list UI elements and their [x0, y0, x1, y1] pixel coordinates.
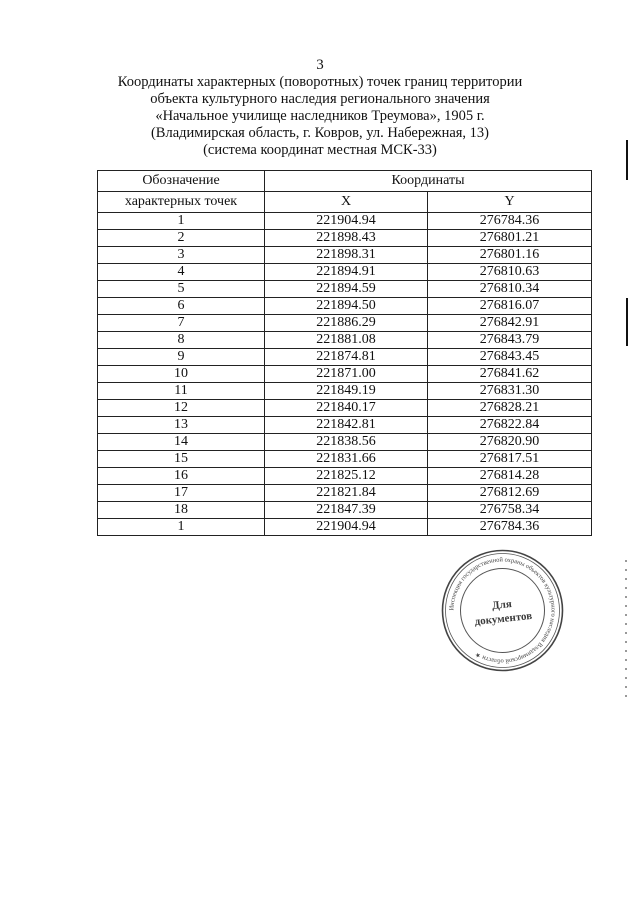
y-cell: 276843.45 — [428, 349, 592, 366]
coordinates-table-body — [98, 213, 592, 536]
y-cell: 276801.21 — [428, 230, 592, 247]
x-cell: 221825.12 — [265, 468, 428, 485]
y-cell: 276822.84 — [428, 417, 592, 434]
point-cell: 13 — [98, 417, 265, 434]
x-cell: 221871.00 — [265, 366, 428, 383]
coordinates-header: Координаты — [265, 171, 592, 192]
point-cell: 7 — [98, 315, 265, 332]
point-cell: 10 — [98, 366, 265, 383]
y-header: Y — [428, 192, 592, 213]
x-cell: 221904.94 — [265, 519, 428, 536]
y-cell: 276842.91 — [428, 315, 592, 332]
point-cell: 1 — [98, 213, 265, 230]
scan-edge-dots — [625, 560, 627, 700]
table-row — [98, 502, 592, 519]
binding-mark-middle — [626, 298, 628, 346]
point-header-top: Обозначение — [98, 171, 265, 192]
stamp-center-line-1: Для — [491, 598, 513, 613]
y-cell: 276816.07 — [428, 298, 592, 315]
table-row — [98, 485, 592, 502]
stamp-center-line-2: документов — [474, 609, 533, 628]
x-cell: 221898.43 — [265, 230, 428, 247]
x-cell: 221838.56 — [265, 434, 428, 451]
table-row — [98, 349, 592, 366]
y-cell: 276841.62 — [428, 366, 592, 383]
table-row — [98, 400, 592, 417]
point-cell: 16 — [98, 468, 265, 485]
stamp-seal — [440, 548, 565, 673]
point-cell: 4 — [98, 264, 265, 281]
point-cell: 1 — [98, 519, 265, 536]
table-row — [98, 434, 592, 451]
table-row — [98, 417, 592, 434]
y-cell: 276784.36 — [428, 519, 592, 536]
coordinates-table — [97, 170, 592, 536]
x-cell: 221886.29 — [265, 315, 428, 332]
y-cell: 276820.90 — [428, 434, 592, 451]
x-cell: 221881.08 — [265, 332, 428, 349]
y-cell: 276831.30 — [428, 383, 592, 400]
x-cell: 221874.81 — [265, 349, 428, 366]
table-row — [98, 383, 592, 400]
point-cell: 14 — [98, 434, 265, 451]
table-row — [98, 281, 592, 298]
table-row — [98, 366, 592, 383]
table-row — [98, 315, 592, 332]
table-row — [98, 247, 592, 264]
stamp-ring-text: Инспекция государственной охраны объектов культурного наследия Владимирской области ★ — [448, 556, 557, 665]
x-cell: 221847.39 — [265, 502, 428, 519]
table-row — [98, 264, 592, 281]
document-heading — [60, 74, 580, 159]
point-cell: 8 — [98, 332, 265, 349]
table-header-row-1 — [98, 171, 592, 192]
heading-line-1: Координаты характерных (поворотных) точек границ территории — [117, 74, 523, 90]
y-cell: 276784.36 — [428, 213, 592, 230]
point-cell: 15 — [98, 451, 265, 468]
x-cell: 221821.84 — [265, 485, 428, 502]
y-cell: 276812.69 — [428, 485, 592, 502]
y-cell: 276801.16 — [428, 247, 592, 264]
point-cell: 3 — [98, 247, 265, 264]
binding-mark-top — [626, 140, 628, 180]
table-row — [98, 519, 592, 536]
point-cell: 2 — [98, 230, 265, 247]
point-header-bottom: характерных точек — [98, 192, 265, 213]
heading-line-3: «Начальное училище наследников Треумова», 1905 г. — [155, 108, 485, 124]
heading-line-4: (Владимирская область, г. Ковров, ул. Набережная, 13) — [150, 125, 490, 141]
point-cell: 9 — [98, 349, 265, 366]
point-cell: 12 — [98, 400, 265, 417]
table-row — [98, 213, 592, 230]
y-cell: 276817.51 — [428, 451, 592, 468]
x-cell: 221831.66 — [265, 451, 428, 468]
point-cell: 6 — [98, 298, 265, 315]
x-cell: 221894.91 — [265, 264, 428, 281]
table-row — [98, 332, 592, 349]
x-cell: 221849.19 — [265, 383, 428, 400]
x-cell: 221904.94 — [265, 213, 428, 230]
point-cell: 18 — [98, 502, 265, 519]
heading-line-5: (система координат местная МСК-33) — [203, 142, 437, 158]
x-cell: 221894.59 — [265, 281, 428, 298]
x-cell: 221842.81 — [265, 417, 428, 434]
point-cell: 17 — [98, 485, 265, 502]
page-number: 3 — [316, 57, 324, 73]
x-cell: 221840.17 — [265, 400, 428, 417]
y-cell: 276810.34 — [428, 281, 592, 298]
y-cell: 276810.63 — [428, 264, 592, 281]
table-row — [98, 451, 592, 468]
y-cell: 276758.34 — [428, 502, 592, 519]
table-row — [98, 468, 592, 485]
table-header-row-2 — [98, 192, 592, 213]
x-header: X — [265, 192, 428, 213]
table-row — [98, 298, 592, 315]
y-cell: 276814.28 — [428, 468, 592, 485]
y-cell: 276828.21 — [428, 400, 592, 417]
x-cell: 221898.31 — [265, 247, 428, 264]
table-row — [98, 230, 592, 247]
point-cell: 5 — [98, 281, 265, 298]
heading-line-2: объекта культурного наследия регионального значения — [150, 91, 490, 107]
point-cell: 11 — [98, 383, 265, 400]
x-cell: 221894.50 — [265, 298, 428, 315]
y-cell: 276843.79 — [428, 332, 592, 349]
